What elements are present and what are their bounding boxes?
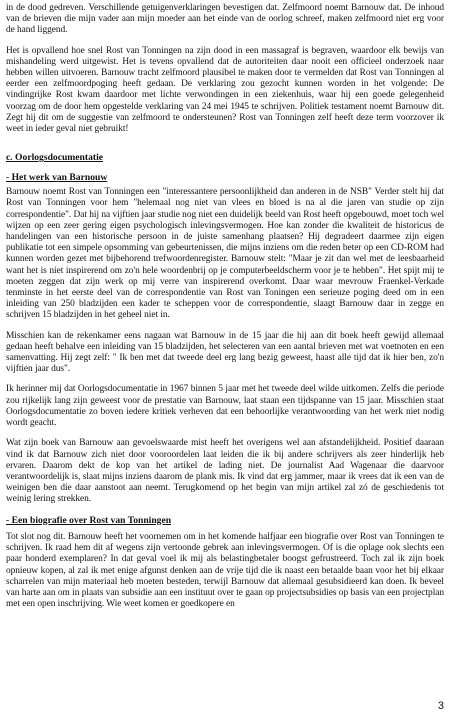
subheading-biografie [6,515,444,527]
section-heading-text: c. Oorlogsdocumentatie [6,152,103,164]
paragraph-intro-1: in de dood gedreven. Verschillende getuigenverklaringen bevestigen dat. Zelfmoord noemt Barnouw dat. De inhoud van de brieven die mijn vader aan mijn moeder aan het einde van de oorlog schreef, maken zelfmoord niet erg voor de hand liggend. [6,3,444,36]
section-heading [6,152,444,164]
subheading-biografie-text: - Een biografie over Rost van Tonningen [6,514,172,526]
subheading-werk [6,172,444,184]
paragraph-werk-2: Misschien kan de rekenkamer eens nagaan wat Barnouw in de 15 jaar die hij aan dit boek heeft gewijd allemaal gedaan heeft behalve een inleiding van 15 bladzijden, het selecteren van een aantal brieven met wat voetnoten en een samenvatting. Hij zegt zelf: " Ik ben met dat tweede deel erg lang bezig geweest, haast alle tijd dat ik hier ben, zo'n vijftien jaar dus". [6,330,444,375]
paragraph-intro-2: Het is opvallend hoe snel Rost van Tonningen na zijn dood in een massagraf is begraven, waardoor elk bewijs van mishandeling werd uitgewist. Het is tevens opvallend dat de autoriteiten daar nooit een officieel onderzoek naar hebben willen uitvoeren. Barnouw tracht zelfmoord plausibel te maken door te vermelden dat Rost van Tonningen al eerder een zelfmoordpoging heeft gedaan. De verklaring zou gezocht kunnen worden in het volgende: De vindingrijke Rost kwam daardoor met lichte verwondingen in een ziekenhuis, waar hij een goede gelegenheid voorzag om de door hem opgestelde verklaring van 24 mei 1945 te schrijven. Politiek testament noemt Barnouw dit. Zegt hij dit om de suggestie van zelfmoord te ondersteunen? Rost van Tonningen zelf heeft deze term voorzover ik weet in ieder geval niet gebruikt! [6,45,444,135]
paragraph-werk-1: Barnouw noemt Rost van Tonningen een "interessantere persoonlijkheid dan anderen in de NSB" Verder stelt hij dat Rost van Tonningen voor hem "helemaal nog niet van vlees en bloed is na al die jaren van studie op zijn correspondentie". Dat hij na vijftien jaar studie nog niet een duidelijk beeld van Rost heeft opgebouwd, moet toch wel wijzen op een zeer gering eigen psychologisch inlevingsvermogen. Hoe kan zonder die kwaliteit de historicus de handelingen van een historische persoon in de juiste samenhang plaatsen? Hij degradeert daarmee zijn eigen publikatie tot een simpele opsomming van gebeurtenissen, die mijns inziens om die reden beter op een CD-ROM had kunnen worden gezet met bijbehorend trefwoordenregister. Barnouw stelt: "Maar je zit dan wel met de leesbaarheid want het is niet inspirerend om zo'n hele woordenbrij op je computerbeeldscherm voor je te hebben". Het spijt mij te moeten zeggen dat zijn werk op mij verre van inspirerend overkomt. Daar waar mevrouw Fraenkel-Verkade tenminste in het eerste deel van de correspondentie van Rost van Toningen een serieuze poging deed om in een inleiding van 250 bladzijden een kader te scheppen voor de correspondentie, slaagt Barnouw daar in zegge en schrijven 15 bladzijden in het geheel niet in. [6,187,444,321]
page-number: 3 [437,700,444,712]
subheading-werk-text: - Het werk van Barnouw [6,171,108,183]
paragraph-biografie-1: Tot slot nog dit. Barnouw heeft het voornemen om in het komende halfjaar een biografie over Rost van Tonningen te schrijven. Ik raad hem dit af wegens zijn vertoonde gebrek aan inlevingsvermogen. Of is die oplage ook slechts een paar honderd exemplaren? In dat geval voel ik mij als belastingbetaler boogst gefrustreerd. Toch zal ik zijn boek opnieuw kopen, al zal ik met enige afgunst denken aan de vrije tijd die ik naast een betaalde baan voor het bij elkaar scharrelen van mijn materiaal heb moeten besteden, terwijl Barnouw dat allemaal gesubsidieerd kan doen. Ik beveel van harte aan om in plaats van subsidie aan een instituut over te gaan op projectsubsidies op basis van een projectplan met een open inschrijving. Wie weet komen er goedkopere en [6,532,444,610]
paragraph-werk-3: Ik herinner mij dat Oorlogsdocumentatie in 1967 binnen 5 jaar met het tweede deel wilde uitkomen. Zelfs die periode zou rijkelijk lang zijn geweest voor de prestatie van Barnouw, laat staan een tijdspanne van 15 jaar. Misschien staat Oorlogsdocumentatie zo boven iedere kritiek verheven dat een behoorlijke verantwoording van het werk niet nodig wordt geacht. [6,384,444,429]
paragraph-werk-4: Wat zijn boek van Barnouw aan gevoelswaarde mist heeft het overigens wel aan afstandelijkheid. Positief daaraan vind ik dat Barnouw zich niet door vooroordelen laat leiden die ik bij andere schrijvers als zeer hinderlijk heb ervaren. Daarom dekt de kop van het artikel de lading niet. De journalist Aad Wagenaar die daarvoor verantwoordelijk is, slaat mijns inziens daarom de plank mis. Ik vind dat erg jammer, maar ik vrees dat ik een van de weinigen ben die daar aanstoot aan neemt. Terugkomend op het begin van mijn artikel zal zó de geschiedenis tot weinig lering strekken. [6,438,444,505]
